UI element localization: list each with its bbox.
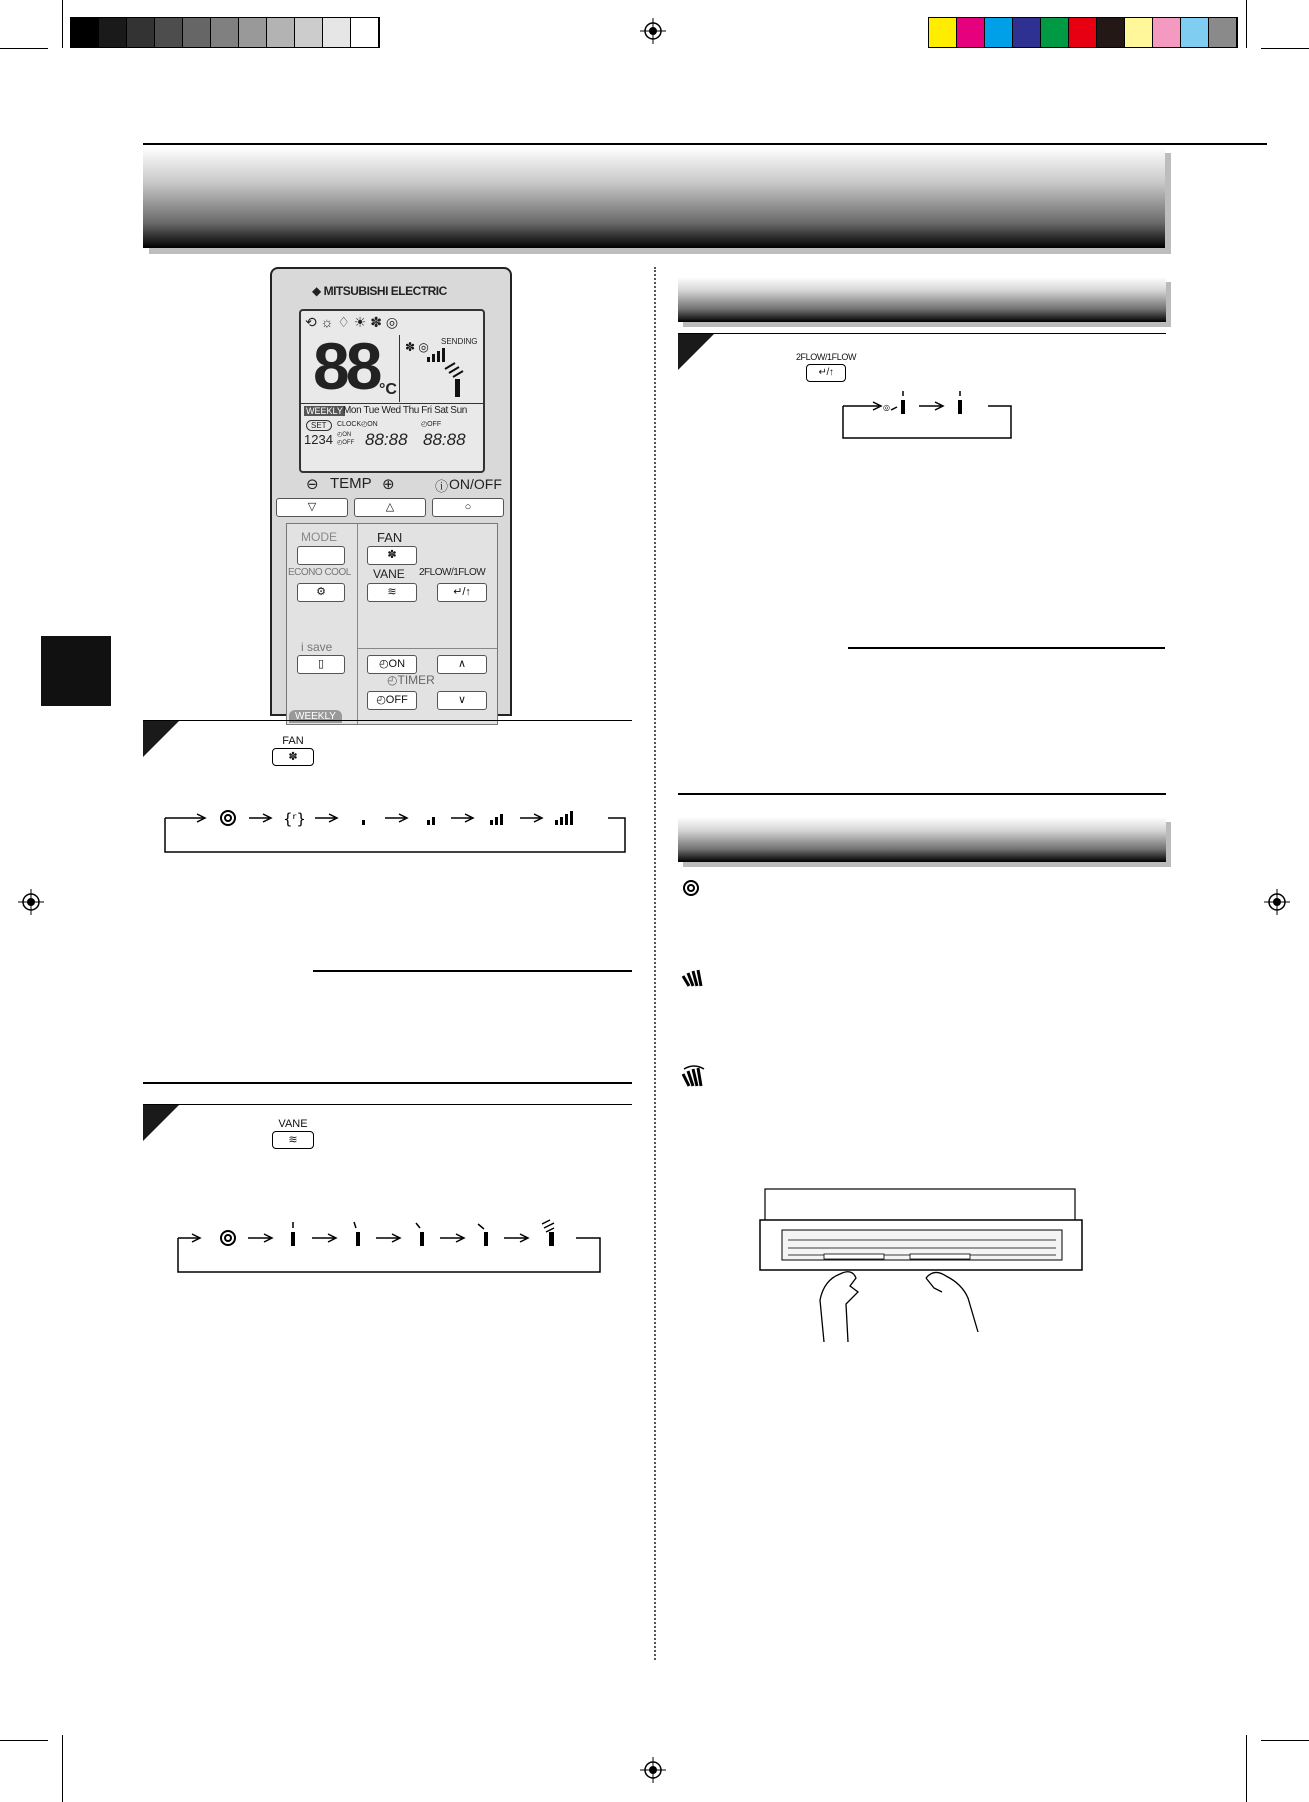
timer-up-button[interactable]: ∧	[437, 655, 487, 674]
registration-mark-top	[640, 18, 666, 44]
timer-down-button[interactable]: ∨	[437, 691, 487, 710]
flow-symbol-box: ↵/↑	[806, 364, 846, 382]
fan-symbol-box: ✽	[272, 748, 314, 766]
fan-speed-sequence	[165, 805, 625, 855]
isave-button[interactable]: ▯	[297, 655, 345, 674]
gray-swatch	[267, 18, 295, 47]
gray-swatch	[127, 18, 155, 47]
color-swatch	[1041, 18, 1069, 47]
mitsubishi-diamonds-icon: ◆	[312, 284, 321, 298]
timer-off-button[interactable]: ◴OFF	[367, 691, 417, 710]
gray-swatch	[155, 18, 183, 47]
vane-button-icon	[272, 1118, 314, 1149]
gray-swatch	[99, 18, 127, 47]
auto-icon	[681, 878, 701, 898]
fan-note-rule	[313, 970, 632, 972]
onoff-label: ON/OFF	[449, 476, 502, 492]
lcd-split-line	[399, 335, 400, 402]
flow-label: 2FLOW/1FLOW	[419, 567, 486, 578]
color-swatch	[1097, 18, 1125, 47]
timer-on-button[interactable]: ◴ON	[367, 655, 417, 674]
button-panel	[286, 523, 498, 725]
flow-note-rule	[848, 647, 1165, 649]
brand-logo: ◆ MITSUBISHI ELECTRIC	[312, 284, 447, 298]
econo-label: ECONO COOL	[288, 567, 351, 578]
mode-button[interactable]	[297, 546, 345, 565]
flow-sequence	[843, 388, 1013, 440]
step-marker	[143, 721, 179, 757]
power-icon: ⓘ	[435, 479, 449, 494]
flow-button-icon	[792, 351, 860, 382]
gray-swatch	[295, 18, 323, 47]
svg-text:✽ ◎: ✽ ◎	[405, 340, 429, 354]
grayscale-bar	[70, 17, 380, 48]
weekly-badge: WEEKLY	[306, 406, 343, 416]
top-rule	[143, 143, 1267, 145]
time-display-1: 88:88	[365, 430, 408, 449]
temp-up-button[interactable]: ⊕	[382, 476, 395, 493]
flow-subheading-banner	[678, 277, 1166, 322]
off-label: ◴OFF	[421, 421, 442, 428]
vane-label: VANE	[373, 567, 405, 581]
registration-mark-bottom	[640, 1757, 666, 1783]
wide-swing-icon	[681, 1064, 707, 1088]
auto-fan-icon	[221, 811, 235, 825]
gray-swatch	[323, 18, 351, 47]
side-tab	[41, 636, 111, 706]
gray-swatch	[183, 18, 211, 47]
flow-button-label: 2FLOW/1FLOW	[795, 352, 857, 362]
weekly-tab[interactable]: WEEKLY	[289, 710, 342, 723]
days-row: Mon Tue Wed Thu Fri Sat Sun	[343, 405, 467, 416]
step-marker	[143, 1105, 179, 1141]
color-swatch	[929, 18, 957, 47]
temp-down-key[interactable]: ▽	[276, 498, 348, 517]
lcd-display	[299, 309, 485, 473]
color-swatch	[985, 18, 1013, 47]
color-swatch	[1125, 18, 1153, 47]
indoor-unit-illustration	[758, 1188, 1088, 1343]
flow-step-bar	[678, 333, 1166, 370]
temp-up-key[interactable]: △	[354, 498, 426, 517]
vane-position-sequence	[178, 1218, 602, 1276]
svg-text:◎: ◎	[883, 403, 890, 412]
time-display-2: 88:88	[423, 430, 466, 449]
temp-digits: 88	[313, 329, 379, 403]
header-banner	[143, 147, 1165, 248]
registration-mark-right	[1264, 889, 1290, 915]
timer-label: ◴TIMER	[387, 673, 435, 687]
color-swatch	[1181, 18, 1209, 47]
program-numbers: 1234	[304, 432, 333, 447]
mode-icons: ⟲ ☼ ♢ ☀ ✽ ◎	[305, 314, 399, 330]
gray-swatch	[211, 18, 239, 47]
fan-speed-icons	[405, 339, 479, 399]
color-bar	[928, 17, 1238, 48]
color-swatch	[1209, 18, 1237, 47]
gray-swatch	[351, 18, 379, 47]
color-swatch	[957, 18, 985, 47]
on-off-small: ◴ON ◴OFF	[337, 432, 355, 446]
vane-button-label: VANE	[278, 1118, 308, 1130]
panel-divider	[357, 524, 358, 724]
fan-button[interactable]: ✽	[367, 546, 417, 565]
color-swatch	[1013, 18, 1041, 47]
section-rule-right	[678, 793, 1166, 795]
mode-label: MODE	[301, 530, 337, 544]
registration-mark-left	[18, 889, 44, 915]
swing-icon	[681, 968, 705, 990]
set-badge: SET	[306, 420, 332, 431]
svg-text:{ʳ}: {ʳ}	[283, 810, 306, 828]
remote-control	[270, 267, 512, 722]
econo-button[interactable]: ⚙	[297, 583, 345, 602]
color-swatch	[1069, 18, 1097, 47]
step-marker	[678, 334, 714, 370]
temp-down-button[interactable]: ⊖	[306, 476, 319, 493]
fan-step-bar	[143, 720, 632, 757]
isave-label: i save	[301, 640, 333, 654]
section-rule-left	[143, 1082, 632, 1084]
lcd-bottom-line	[301, 403, 483, 404]
vane-button[interactable]: ≋	[367, 583, 417, 602]
color-swatch	[1153, 18, 1181, 47]
fan-label: FAN	[377, 530, 403, 545]
temp-label: TEMP	[330, 475, 372, 492]
panel-hline	[357, 648, 497, 649]
sending-label: SENDING	[441, 337, 478, 346]
fan-button-label: FAN	[282, 735, 304, 747]
gray-swatch	[71, 18, 99, 47]
onoff-key[interactable]: ○	[432, 498, 504, 517]
temp-unit: °C	[379, 381, 397, 398]
clock-on-label: CLOCK◴ON	[337, 421, 378, 428]
flow-button[interactable]: ↵/↑	[437, 583, 487, 602]
vane-step-bar	[143, 1104, 632, 1141]
vane-modes-subheading-banner	[678, 817, 1166, 862]
gray-swatch	[239, 18, 267, 47]
vane-symbol-box: ≋	[272, 1131, 314, 1149]
column-divider	[654, 267, 656, 1660]
fan-button-icon	[272, 735, 314, 766]
